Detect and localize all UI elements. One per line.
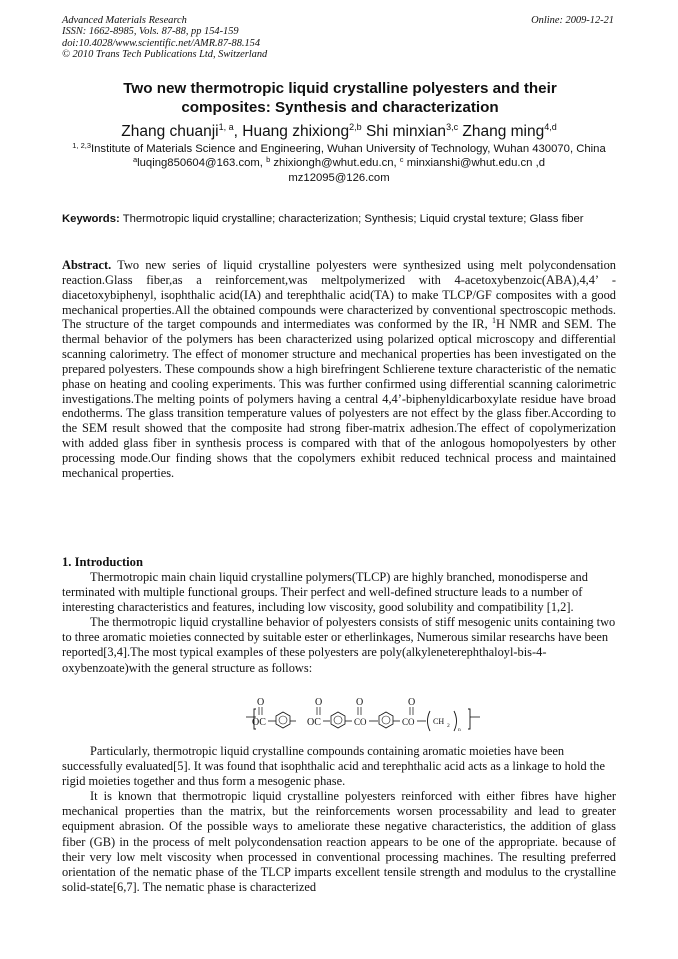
author-name: Huang zhixiong [242, 123, 350, 140]
email-mark: c [399, 155, 404, 165]
co-label: CO [354, 717, 367, 727]
keywords-block [62, 212, 616, 227]
close-paren [454, 711, 457, 731]
oc-label: OC [252, 717, 266, 728]
abstract-text-cont: H NMR and SEM. The thermal behavior of the polymers has been characterized using polarized optical microscopy and differential scanning calorimetry. The effect of monomer structure and mechanical properties has been investigated on the prepared polyesters. These compounds show a high birefringent Schlierene texture characteristic of the nematic phase on heating and cooling experiments. This was further confirmed using differential scanning calorimetric investigations.The melting points of polymers having a central 4,4’-biphenyldicarboxylate residue have broad endotherms. The glass transition temperature values of polyesters are not effect by the glass fiber.According to the SEM result showed that the composite had strong fiber-matrix adhesion.The effect of copolymerization with added glass fiber in synthesis process is compared with that of the anlogous homopolyesters by other processing mode.Our finding shows that the copolymers exhibit reduced technical process and maintained mechanical properties. [62, 317, 616, 480]
author-affiliation-mark: 2,b [349, 122, 362, 132]
affiliation-text: $^{1, 2,3}$Institute of Materials Science and Engineering, Wuhan University of Technology, Wuhan 430070, China [72, 141, 606, 155]
email-mark: b [266, 155, 271, 165]
oxygen-label: O [408, 697, 416, 708]
oc-label: OC [307, 717, 321, 728]
online-date: Online: 2009-12-21 [531, 15, 614, 26]
journal-header [62, 15, 614, 61]
journal-name: Advanced Materials Research [62, 15, 187, 26]
keywords-label: Keywords: [62, 213, 120, 225]
email-mark: a [132, 155, 138, 165]
affiliation-mark: 1, 2,3 [72, 141, 91, 150]
email-line [62, 156, 616, 170]
author-name: Zhang ming [462, 123, 545, 140]
n-subscript: n [458, 727, 461, 733]
intro-paragraph: It is known that thermotropic liquid crystalline polyesters reinforced with either fibres have higher mechanical properties than the matrix, but the reinforcements worsen processability and lead to greater equipment abrasion. Of the possible ways to ameliorate these negative characteristics, the addition of glass fiber (GB) in the process of melt polycondensation reaction appears to be one of the appropriate. because of their very low melt viscosity when processed in conventional processing machines. The resulting preferred orientation of the nematic phase of the TLCP imparts excellent tensile strength and modulus to the crystalline solid-state[6,7]. The nematic phase is characterized [62, 789, 616, 894]
author-affiliation-mark: 4,d [544, 122, 557, 132]
intro-top [62, 570, 616, 676]
doi-line: doi:10.4028/www.scientific.net/AMR.87-88.154 [62, 37, 261, 49]
oxygen-label: O [356, 697, 364, 708]
section-heading: 1. Introduction [62, 555, 143, 569]
nmr-superscript: 1 [492, 316, 497, 326]
repeat-bracket-right [468, 709, 470, 729]
abstract-label: Abstract. [62, 258, 112, 272]
author-affiliation-mark: 3,c [446, 122, 459, 132]
intro-bottom [62, 744, 616, 895]
intro-paragraph: Particularly, thermotropic liquid crystalline compounds containing aromatic moieties have been successfully evaluated[5]. It was found that isophthalic acid and terephthalic acid acts as a linkage to hold the rigid moieties together and thus form a mesogenic phase. [62, 744, 605, 789]
author-email[interactable]: zhixiongh@whut.edu.cn, [273, 157, 397, 170]
title-line-2: composites: Synthesis and characterization [181, 98, 499, 116]
affiliation-block [62, 142, 616, 185]
issn-line: ISSN: 1662-8985, Vols. 87-88, pp 154-159 [62, 26, 239, 38]
polymer-structure-diagram [232, 695, 492, 739]
author-email[interactable]: luqing850604@163.com, [137, 157, 263, 170]
title-line-1: Two new thermotropic liquid crystalline polyesters and their [123, 80, 557, 97]
copyright-line: © 2010 Trans Tech Publications Ltd, Switzerland [62, 49, 268, 61]
abstract-text: Two new series of liquid crystalline polyesters were synthesized using melt polycondensation reaction.Glass fiber,as a reinforcement,was meltpolymerized with 4-acetoxybenzoic(ABA),4,4’ -diacetoxybiphenyl, isophthalic acid(IA) and terephthalic acid(TA) to make TLCP/GF composites with a good mechanical properties.All the obtained compounds were characterized by conventional spectroscopic methods. The structure of the target compounds and intermediates was conformed by the IR, [62, 258, 616, 332]
author-affiliation-mark: 1, a [218, 122, 234, 132]
keywords-text: Thermotropic liquid crystalline; characterization; Synthesis; Liquid crystal texture; Glass fiber [122, 213, 584, 225]
co-label: CO [402, 717, 415, 727]
ch2-subscript: 2 [447, 723, 450, 729]
ch2-label: CH [433, 717, 445, 726]
author-name: Shi minxian [365, 123, 447, 140]
abstract-block [62, 258, 616, 481]
intro-paragraph: Thermotropic main chain liquid crystalline polymers(TLCP) are highly branched, monodisperse and terminated with multiple functional groups. Their perfect and well-defined structure leads to a number of interesting characteristics and features, including low viscosity, good solubility and compatibility [1,2]. [62, 570, 588, 615]
benzene-ring-aromatic [279, 716, 287, 724]
intro-paragraph: The thermotropic liquid crystalline behavior of polyesters consists of stiff mesogenic units containing two to three aromatic moieties connected by suitable ester or etherlinkages, Numerous similar researchs have been reported[3,4].The most typical examples of these polyesters are poly(alkyleneterephthaloyl-bis-4-oxybenzoate)with the general structure as follows: [62, 615, 616, 675]
benzene-ring [379, 712, 393, 728]
oxygen-label: O [257, 697, 265, 708]
author-email[interactable]: minxianshi@whut.edu.cn ,d [406, 157, 546, 170]
open-paren [428, 711, 431, 731]
email-line [62, 171, 616, 185]
author-list: Zhang chuanji$^{1, a}$, Huang zhixiong$^{2,b}$ Shi minxian$^{3,c}$ Zhang ming$^{4,d}$ [121, 122, 557, 140]
author-name: Zhang chuanji [121, 123, 219, 140]
author-email[interactable]: mz12095@126.com [288, 171, 390, 184]
paper-title [70, 80, 610, 117]
benzene-ring [331, 712, 345, 728]
benzene-ring-aromatic [334, 716, 342, 724]
benzene-ring [276, 712, 290, 728]
oxygen-label: O [315, 697, 323, 708]
benzene-ring-aromatic [382, 716, 390, 724]
